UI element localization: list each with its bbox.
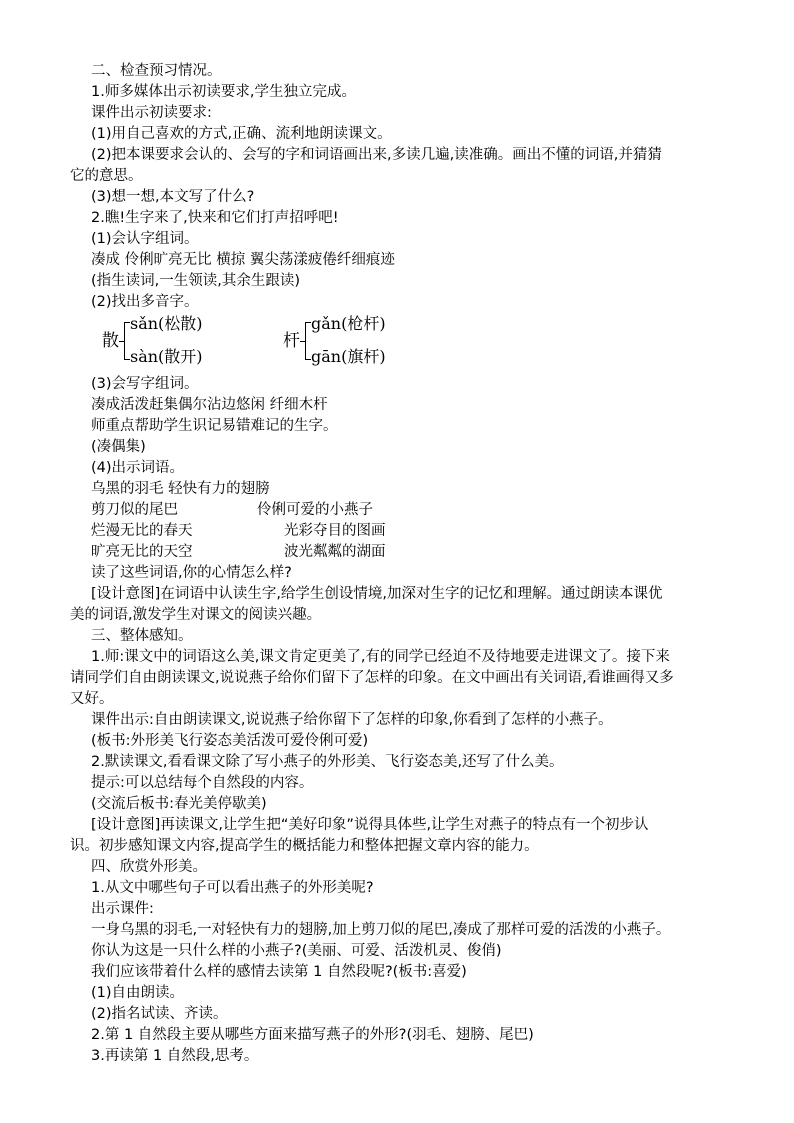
text-line: 1.师:课文中的词语这么美,课文肯定更美了,有的同学已经迫不及待地要走进课文了。接下来 (91, 649, 670, 665)
text-line: (凑偶集) (91, 439, 146, 455)
text-line: 课件出示:自由朗读课文,说说燕子给你留下了怎样的印象,你看到了怎样的小燕子。 (91, 712, 613, 728)
polyphone-reading: sǎn(松散) (130, 314, 203, 333)
phrase-right: 波光粼粼的湖面 (284, 544, 386, 560)
text-line: 2.瞧!生字来了,快来和它们打声招呼吧! (91, 210, 339, 226)
phrase-line: 乌黑的羽毛 轻快有力的翅膀 (91, 481, 270, 497)
text-line: 提示:可以总结每个自然段的内容。 (91, 775, 314, 791)
text-line: 读了这些词语,你的心情怎么样? (91, 565, 292, 581)
polyphone-char-gan: 杆 (283, 331, 300, 351)
phrase-left: 剪刀似的尾巴 (91, 502, 178, 518)
vocab-line: 凑成 伶俐旷亮无比 横掠 翼尖荡漾疲倦纤细痕迹 (91, 252, 395, 268)
phrase-right: 伶俐可爱的小燕子 (257, 502, 373, 518)
text-line: 又好。 (70, 691, 114, 707)
text-line: (板书:外形美飞行姿态美活泼可爱伶俐可爱) (91, 733, 369, 749)
text-line: 请同学们自由朗读课文,说说燕子给你们留下了怎样的印象。在文中画出有关词语,看谁画得又多 (70, 670, 674, 686)
design-intent: [设计意图]再读课文,让学生把“美好印象”说得具体些,让学生对燕子的特点有一个初步认 (91, 817, 649, 833)
text-line: 你认为这是一只什么样的小燕子?(美丽、可爱、活泼机灵、俊俏) (91, 943, 502, 959)
text-line: 出示课件: (91, 901, 154, 917)
polyphone-reading: sàn(散开) (130, 347, 203, 366)
section-heading-preview-check: 二、检查预习情况。 (91, 63, 222, 79)
polyphone-reading: gān(旗杆) (311, 347, 386, 366)
design-intent: 美的词语,激发学生对课文的阅读兴趣。 (70, 607, 322, 623)
text-line: 一身乌黑的羽毛,一对轻快有力的翅膀,加上剪刀似的尾巴,凑成了那样可爱的活泼的小燕子。 (91, 922, 671, 938)
text-line: 1.从文中哪些句子可以看出燕子的外形美呢? (91, 880, 374, 896)
design-intent: 识。初步感知课文内容,提高学生的概括能力和整体把握文章内容的能力。 (70, 838, 539, 854)
section-heading-appearance: 四、欣赏外形美。 (91, 859, 207, 875)
text-line: 师重点帮助学生识记易错难记的生字。 (91, 418, 338, 434)
text-line: (指生读词,一生领读,其余生跟读) (91, 273, 301, 289)
text-line: (2)指名试读、齐读。 (91, 1006, 228, 1022)
phrase-left: 旷亮无比的天空 (91, 544, 193, 560)
text-line: 课件出示初读要求: (91, 105, 212, 121)
text-line: 3.再读第 1 自然段,思考。 (91, 1048, 259, 1064)
text-line: 1.师多媒体出示初读要求,学生独立完成。 (91, 84, 356, 100)
polyphone-char-san: 散 (102, 331, 119, 351)
text-line: (1)用自己喜欢的方式,正确、流利地朗读课文。 (91, 126, 392, 142)
text-line: 它的意思。 (70, 168, 143, 184)
text-line: (2)找出多音字。 (91, 294, 199, 310)
text-line: 2.默读课文,看看课文除了写小燕子的外形美、飞行姿态美,还写了什么美。 (91, 754, 564, 770)
polyphone-reading: gǎn(枪杆) (311, 314, 386, 333)
text-line: (4)出示词语。 (91, 460, 185, 476)
text-line: (1)自由朗读。 (91, 985, 185, 1001)
text-line: 2.第 1 自然段主要从哪些方面来描写燕子的外形?(羽毛、翅膀、尾巴) (91, 1027, 534, 1043)
text-line: 我们应该带着什么样的感情去读第 1 自然段呢?(板书:喜爱) (91, 964, 467, 980)
vocab-line: 凑成活泼赶集偶尔沾边悠闲 纤细木杆 (91, 397, 328, 413)
text-line: (2)把本课要求会认的、会写的字和词语画出来,多读几遍,读准确。画出不懂的词语,并猜猜 (91, 147, 662, 163)
text-line: (交流后板书:春光美停歇美) (91, 796, 267, 812)
text-line: (1)会认字组词。 (91, 231, 199, 247)
text-line: (3)会写字组词。 (91, 376, 199, 392)
text-line: (3)想一想,本文写了什么? (91, 189, 255, 205)
section-heading-overview: 三、整体感知。 (91, 628, 193, 644)
phrase-left: 烂漫无比的春天 (91, 523, 193, 539)
design-intent: [设计意图]在词语中认读生字,给学生创设情境,加深对生字的记忆和理解。通过朗读本课优 (91, 586, 663, 602)
phrase-right: 光彩夺目的图画 (284, 523, 386, 539)
